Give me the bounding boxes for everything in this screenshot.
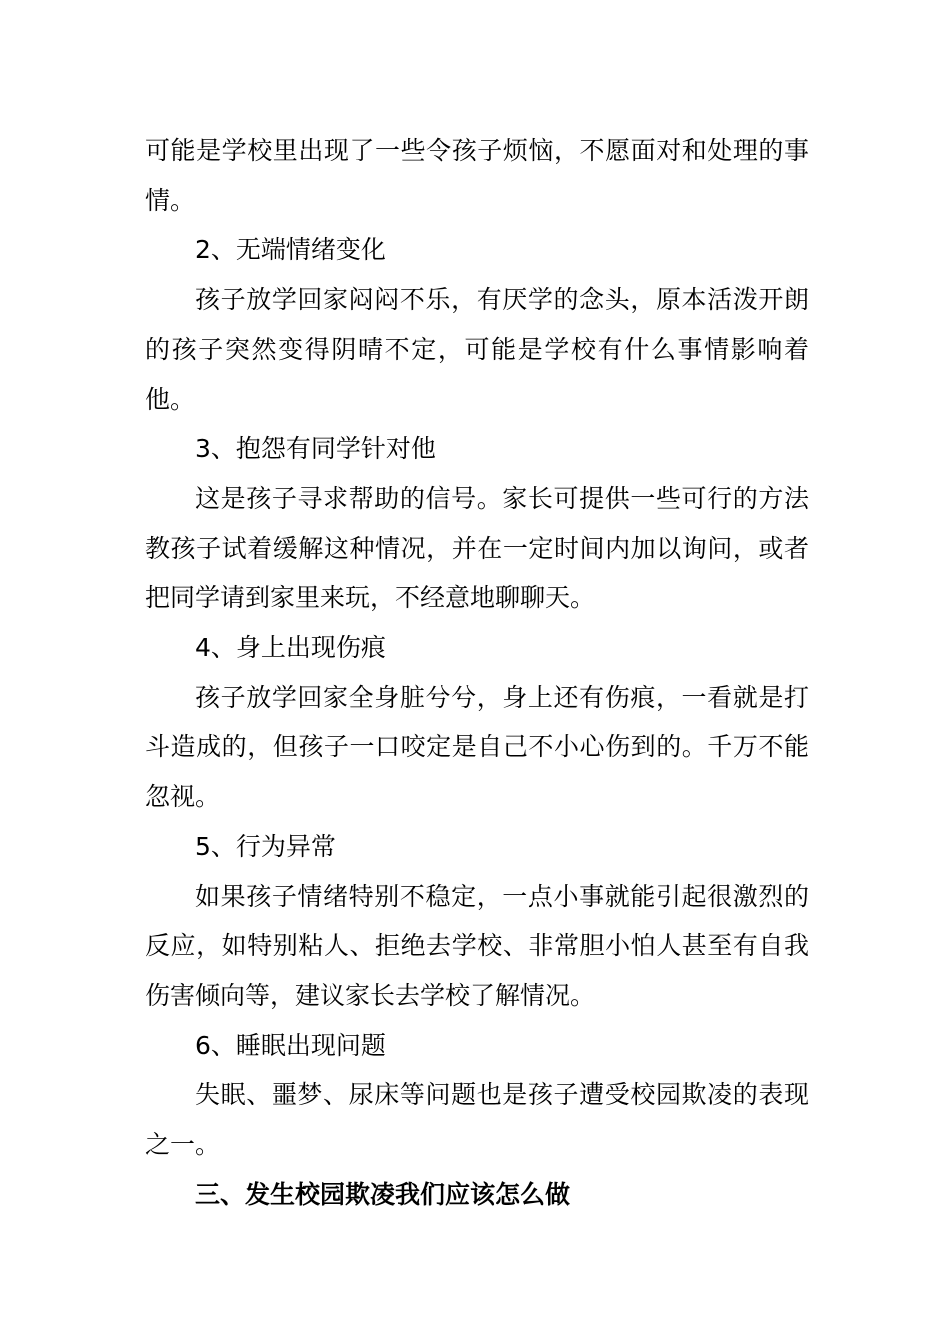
list-heading-4: 4、身上出现伤痕 xyxy=(195,633,386,663)
paragraph: 孩子放学回家闷闷不乐，有厌学的念头，原本活泼开朗的孩子突然变得阴晴不定，可能是学校有什么事情影响着他。 xyxy=(145,285,809,414)
paragraph: 孩子放学回家全身脏兮兮，身上还有伤痕，一看就是打斗造成的，但孩子一口咬定是自己不小心伤到的。千万不能忽视。 xyxy=(145,682,809,812)
paragraph-continuation: 可能是学校里出现了一些令孩子烦恼，不愿面对和处理的事情。 xyxy=(145,136,809,215)
paragraph: 这是孩子寻求帮助的信号。家长可提供一些可行的方法教孩子试着缓解这种情况，并在一定时间内加以询问，或者把同学请到家里来玩，不经意地聊聊天。 xyxy=(145,483,809,613)
list-heading-6: 6、睡眠出现问题 xyxy=(195,1030,386,1060)
document-body xyxy=(145,126,809,1219)
list-heading-2: 2、无端情绪变化 xyxy=(195,235,386,265)
paragraph: 如果孩子情绪特别不稳定，一点小事就能引起很激烈的反应，如特别粘人、拒绝去学校、非常胆小怕人甚至有自我伤害倾向等，建议家长去学校了解情况。 xyxy=(145,881,809,1010)
list-heading-5: 5、行为异常 xyxy=(195,831,336,861)
paragraph: 失眠、噩梦、尿床等问题也是孩子遭受校园欺凌的表现之一。 xyxy=(145,1080,809,1160)
section-heading: 三、发生校园欺凌我们应该怎么做 xyxy=(195,1179,571,1209)
list-heading-3: 3、抱怨有同学针对他 xyxy=(195,434,436,464)
